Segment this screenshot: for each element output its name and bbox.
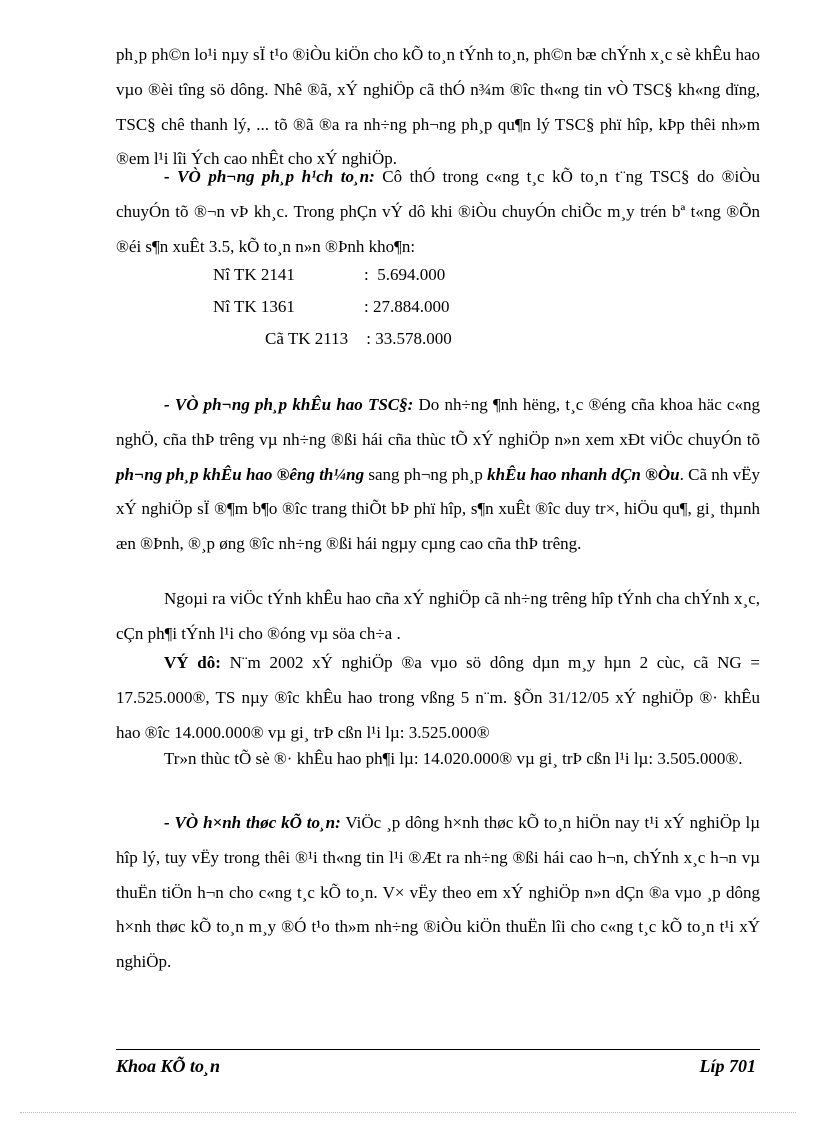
paragraph-accounting-method: [116, 160, 760, 264]
paragraph-depreciation: [116, 388, 760, 562]
paragraph-other: [116, 582, 760, 652]
paragraph-forms: [116, 806, 760, 980]
paragraph-intro-text: ph¸p ph©n lo¹i nµy sÏ t¹o ®iÒu kiÖn cho kÕ to¸n tÝnh to¸n, ph©n bæ chÝnh x¸c sè khÊu hao vµo ®èi tîng sö dông. Nhê ®ã, xÝ nghiÖp cã thÓ n¾m ®îc th«ng tin vÒ TSC§ kh«ng dïng, TSC§ chê thanh lý, ... tõ ®ã ®a ra nh÷ng ph¬ng ph¸p qu¶n lý TSC§ phï hîp, kÞp thêi nh»m ®em l¹i lîi Ých cao nhÊt cho xÝ nghiÖp.: [116, 45, 760, 169]
paragraph-intro: [116, 38, 760, 177]
entry-label-3: Cã TK 2113: [265, 329, 349, 348]
example-text: N¨m 2002 xÝ nghiÖp ®a vµo sö dông dµn m¸y hµn 2 cùc, cã NG = 17.525.000®, TS nµy ®îc khÊu hao trong vßng 5 n¨m. §Õn 31/12/05 xÝ nghiÖp ®· khÊu hao ®îc 14.000.000® vµ gi¸ trÞ cßn l¹i lµ: 3.525.000®: [116, 653, 760, 742]
depreciation-text-1: Do nh÷ng ¶nh hëng, t¸c ®éng cña khoa häc c«ng nghÖ, cña thÞ trêng vµ nh÷ng ®ßi hái cña thùc tÕ xÝ nghiÖp n»n xem xÐt viÖc chuyÓn tõ: [116, 395, 760, 449]
heading-accounting-method: - VÒ ph¬ng ph¸p h¹ch to¸n:: [164, 167, 375, 186]
accounting-method-text: Cô thÓ trong c«ng t¸c kÕ to¸n t¨ng TSC§ do ®iÒu chuyÓn tõ ®¬n vÞ kh¸c. Trong phÇn vÝ dô khi ®iÒu chuyÓn chiÕc m¸y trén bª t«ng ®Õn ®éi s¶n xuÊt 3.5, kÕ to¸n n»n ®Þnh kho¶n:: [116, 167, 761, 256]
paragraph-other-text: Ngoµi ra viÖc tÝnh khÊu hao cña xÝ nghiÖp cã nh÷ng trêng hîp tÝnh cha chÝnh x¸c, cÇn ph¶i tÝnh l¹i cho ®óng vµ söa ch÷a .: [116, 589, 760, 643]
heading-depreciation: - VÒ ph¬ng ph¸p khÊu hao TSC§:: [164, 395, 414, 414]
paragraph-actual-text: Tr»n thùc tÕ sè ®· khÊu hao ph¶i lµ: 14.020.000® vµ gi¸ trÞ cßn l¹i lµ: 3.505.000®.: [164, 749, 743, 768]
depreciation-text-2: sang ph¬ng ph¸p: [364, 464, 488, 484]
entry-value-1: : 5.694.000: [364, 265, 446, 284]
example-label: VÝ dô:: [164, 653, 221, 672]
depreciation-emphasis-accelerated: khÊu hao nhanh dÇn ®Òu: [487, 464, 680, 484]
footer-divider: [116, 1049, 760, 1050]
page-bottom-border: [20, 1112, 796, 1113]
depreciation-emphasis-straight-line: ph¬ng ph¸p khÊu hao ®êng th¼ng: [116, 464, 365, 484]
entry-value-2: : 27.884.000: [364, 297, 450, 316]
entry-value-3: : 33.578.000: [362, 329, 452, 348]
heading-forms: - VÒ h×nh thøc kÕ to¸n:: [164, 813, 341, 832]
entry-label-1: Nî TK 2141: [213, 265, 295, 284]
entry-label-2: Nî TK 1361: [213, 297, 295, 316]
paragraph-actual: [116, 742, 760, 777]
paragraph-example: [116, 646, 760, 750]
depreciation-text-3: . Cã nh vËy xÝ nghiÖp sÏ ®¶m b¶o ®îc trang thiÕt bÞ phï hîp, s¶n xuÊt ®îc duy tr×, hiÖu qu¶, gi¸ thµnh æn ®Þnh, ®¸p øng ®îc nh÷ng ®ßi hái ngµy cµng cao cña thÞ trêng.: [116, 464, 760, 554]
footer-faculty: Khoa KÕ to¸n: [116, 1056, 221, 1076]
footer-class: Líp 701: [699, 1056, 756, 1076]
forms-text: ViÖc ¸p dông h×nh thøc kÕ to¸n hiÖn nay t¹i xÝ nghiÖp lµ hîp lý, tuy vËy trong thêi ®¹i th«ng tin l¹i ®Æt ra nh÷ng ®ßi hái cao h¬n, chÝnh x¸c h¬n vµ thuËn tiÖn h¬n cho c«ng t¸c kÕ to¸n. V× vËy theo em xÝ nghiÖp n»n dÇn ®a vµo ¸p dông h×nh thøc kÕ to¸n m¸y ®Ó t¹o th»m nh÷ng ®iÒu kiÖn thuËn lîi cho c«ng t¸c kÕ to¸n t¹i xÝ nghiÖp.: [116, 813, 761, 972]
